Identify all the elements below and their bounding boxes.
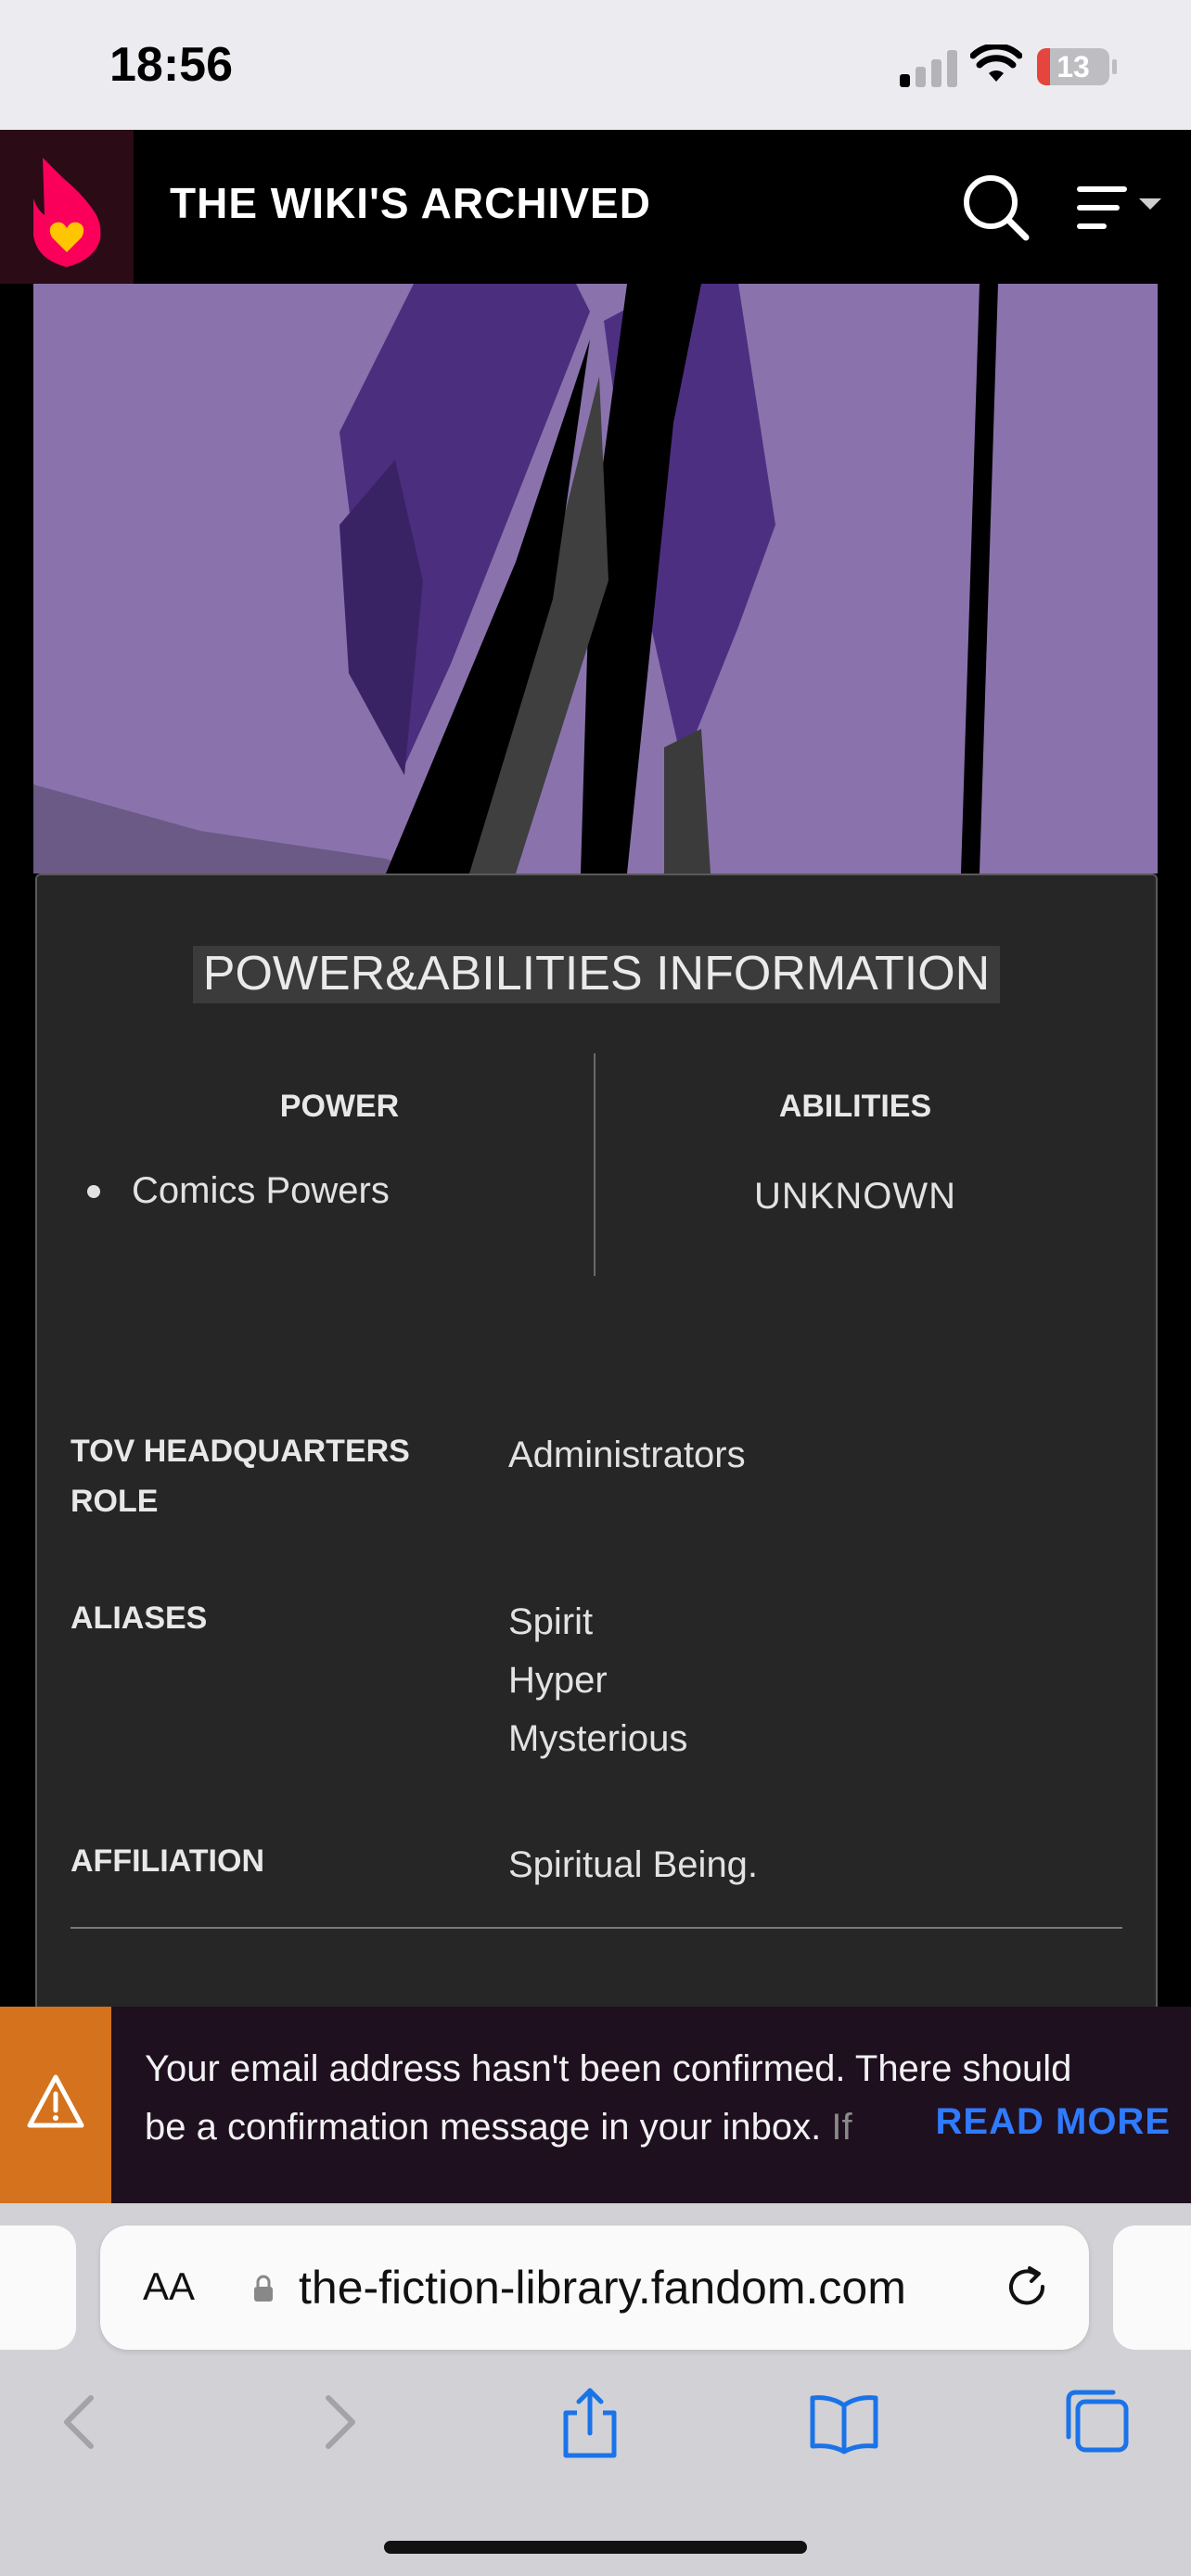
site-title[interactable]: THE WIKI'S ARCHIVED (170, 179, 651, 227)
status-bar (0, 0, 1191, 130)
warning-icon (0, 2007, 111, 2203)
warning-icon-box (0, 2007, 111, 2203)
aa-label: AA (143, 2264, 196, 2308)
previous-tab-preview[interactable] (0, 2225, 76, 2350)
value-line: Hyper (508, 1660, 608, 1701)
email-confirmation-banner (0, 2007, 1191, 2203)
cellular-signal-icon (900, 50, 957, 87)
notice-line-2-fade: If (821, 2107, 852, 2148)
value-line: Spirit (508, 1601, 594, 1642)
bullet-icon (87, 1185, 100, 1198)
page-gutter-left (0, 284, 33, 2009)
row-label-affiliation: AFFILIATION (70, 1843, 264, 1879)
status-time: 18:56 (109, 38, 233, 92)
notice-line-2-text: be a confirmation message in your inbox. (145, 2107, 822, 2148)
power-list-item[interactable]: Comics Powers (132, 1170, 390, 1211)
value-line: Administrators (508, 1435, 746, 1475)
section-title: POWER&ABILITIES INFORMATION (193, 946, 1000, 1003)
search-icon[interactable] (961, 172, 1031, 243)
reload-icon[interactable] (1002, 2263, 1054, 2315)
value-line: Mysterious (508, 1718, 688, 1759)
character-illustration (33, 284, 1158, 874)
value-line: Spiritual Being. (508, 1844, 759, 1885)
reader-options-button[interactable] (143, 2264, 195, 2309)
row-label-tov-role: TOV HEADQUARTERS ROLE (70, 1434, 410, 1519)
row-value-aliases (508, 1593, 687, 1768)
lock-icon (252, 2274, 275, 2303)
row-value-tov-role (508, 1426, 746, 1485)
tabs-icon[interactable] (1059, 2385, 1133, 2459)
battery-icon (1037, 48, 1109, 85)
notice-line-1: Your email address hasn't been confirmed. There should (145, 2048, 1072, 2089)
browser-bar (0, 2203, 1191, 2576)
infobox-divider (70, 1927, 1122, 1929)
site-header (0, 130, 1191, 284)
home-indicator[interactable] (384, 2541, 807, 2554)
bookmarks-icon[interactable] (807, 2385, 881, 2459)
fandom-logo[interactable] (0, 130, 134, 284)
power-heading: POWER (279, 1089, 400, 1124)
read-more-link[interactable]: READ MORE (930, 2101, 1171, 2143)
menu-icon[interactable] (1076, 184, 1169, 234)
column-divider (594, 1053, 596, 1276)
abilities-heading: ABILITIES (778, 1089, 932, 1124)
page-gutter-right (1158, 284, 1191, 2009)
wifi-icon (970, 45, 1022, 85)
fandom-flame-icon (0, 130, 134, 284)
next-tab-preview[interactable] (1113, 2225, 1191, 2350)
abilities-value: UNKNOWN (753, 1176, 957, 1217)
row-label-aliases: ALIASES (70, 1600, 208, 1636)
battery-level: 13 (1057, 50, 1090, 83)
url-text[interactable]: the-fiction-library.fandom.com (299, 2262, 906, 2314)
character-image (33, 284, 1158, 874)
share-icon[interactable] (553, 2385, 627, 2459)
row-value-affiliation (508, 1836, 758, 1894)
back-icon[interactable] (43, 2385, 117, 2459)
infobox (35, 874, 1158, 2025)
battery-nub (1112, 59, 1117, 74)
forward-icon[interactable] (302, 2385, 377, 2459)
address-bar[interactable] (100, 2225, 1089, 2350)
